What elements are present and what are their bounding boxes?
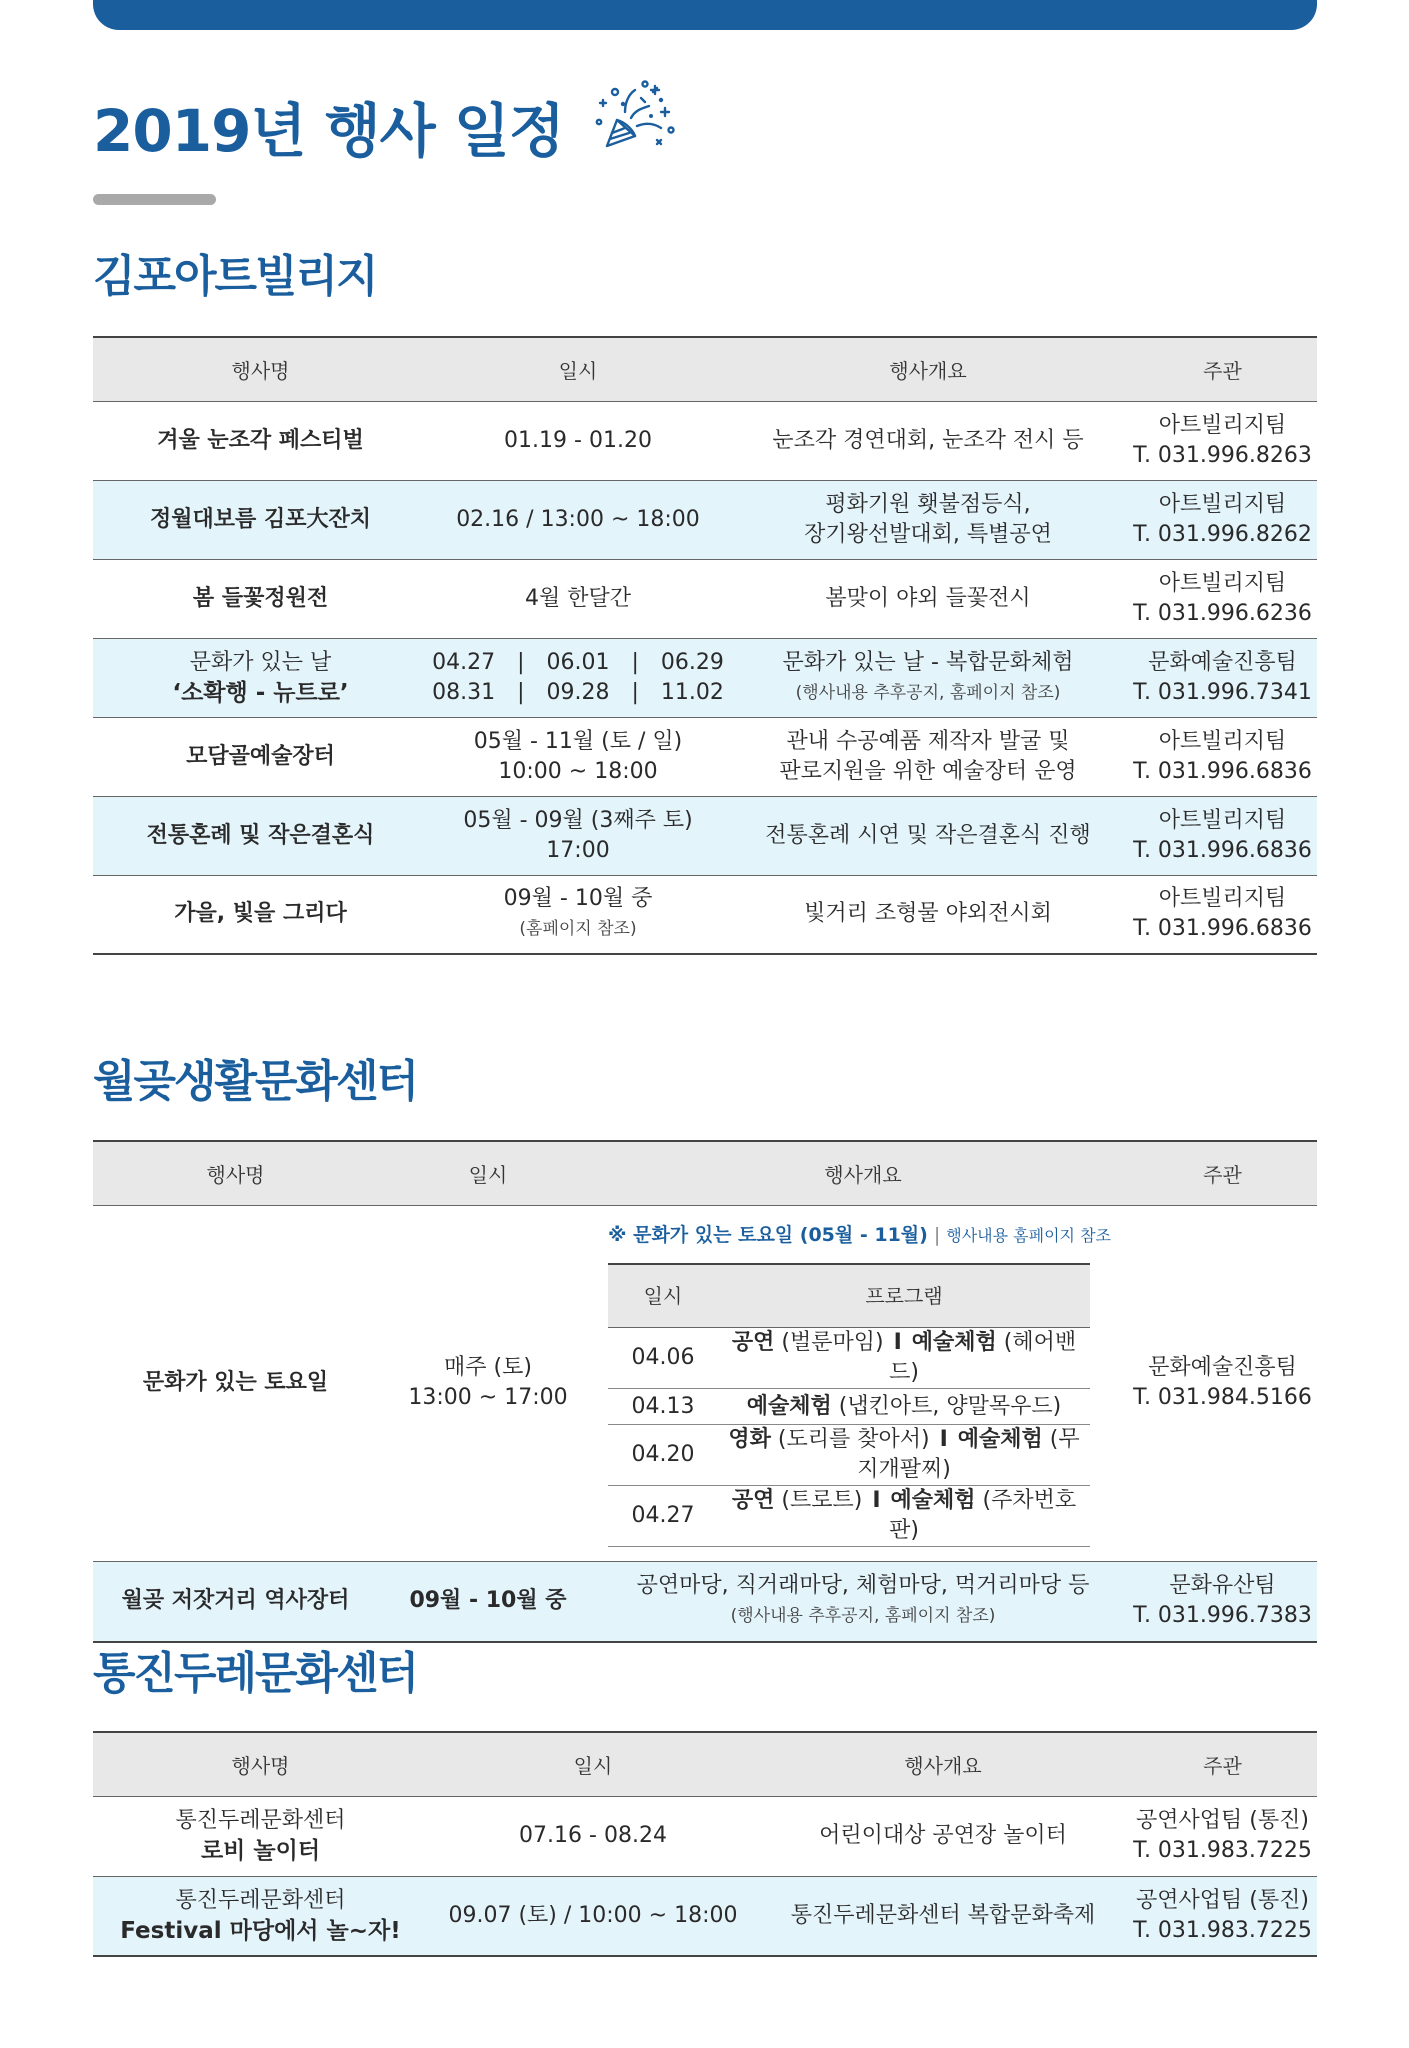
event-organizer <box>1128 796 1317 875</box>
event-name-main: ‘소확행 - 뉴트로’ <box>172 679 349 706</box>
date-line: 05월 - 09월 (3째주 토) <box>463 807 693 833</box>
table-row <box>93 1876 1317 1956</box>
organizer-phone: T. 031.996.8262 <box>1133 521 1312 547</box>
summary-line: 장기왕선발대회, 특별공연 <box>804 521 1052 547</box>
event-summary <box>728 717 1128 796</box>
organizer-team: 문화예술진흥팀 <box>1148 1355 1297 1381</box>
program-label: 예술체험 <box>957 1427 1043 1452</box>
table-row <box>93 1205 1317 1562</box>
table-row <box>93 796 1317 875</box>
event-name: 정월대보름 김포大잔치 <box>93 480 428 559</box>
program-detail-text: (벌룬마임) <box>781 1330 884 1355</box>
program-detail-text: (냅킨아트, 양말목우드) <box>838 1393 1062 1419</box>
date-item: 09.28 <box>546 679 610 705</box>
program-label: 예술체험 <box>911 1330 997 1355</box>
col-header-event: 행사명 <box>93 1141 378 1205</box>
organizer-phone: T. 031.996.6836 <box>1133 916 1312 942</box>
organizer-team: 아트빌리지팀 <box>1158 807 1287 833</box>
organizer-phone: T. 031.996.6236 <box>1133 600 1312 626</box>
col-header-organizer: 주관 <box>1128 1141 1317 1205</box>
col-header-date: 일시 <box>378 1141 598 1205</box>
summary-note: (행사내용 추후공지, 홈페이지 참조) <box>730 1606 996 1627</box>
summary-note: (행사내용 추후공지, 홈페이지 참조) <box>795 682 1061 703</box>
program-date: 04.06 <box>608 1328 718 1389</box>
table-row <box>93 1562 1317 1642</box>
date-line: 17:00 <box>546 837 610 863</box>
event-name: 전통혼례 및 작은결혼식 <box>93 796 428 875</box>
program-detail: 공연 (트로트) I 예술체험 (주차번호판) <box>718 1486 1090 1547</box>
date-line: 매주 (토) <box>444 1355 532 1381</box>
page-title: 2019년 행사 일정 <box>93 97 564 165</box>
program-label: 공연 <box>731 1488 775 1513</box>
event-name: 겨울 눈조각 페스티벌 <box>93 401 428 480</box>
gimpo-art-village-table <box>93 336 1317 955</box>
event-summary <box>728 638 1128 717</box>
organizer-phone: T. 031.984.5166 <box>1133 1385 1312 1411</box>
program-header-row <box>608 1264 1090 1328</box>
program-row <box>608 1425 1090 1486</box>
program-detail-text: (도리를 찾아서) <box>777 1427 930 1452</box>
event-organizer <box>1128 1205 1317 1562</box>
event-summary: 빛거리 조형물 야외전시회 <box>728 875 1128 954</box>
date-item: 04.27 <box>432 649 496 675</box>
event-date: 4월 한달간 <box>428 559 728 638</box>
event-date: 07.16 - 08.24 <box>428 1796 758 1876</box>
section-title-gimpo-art-village: 김포아트빌리지 <box>93 251 377 302</box>
col-header-summary: 행사개요 <box>758 1732 1128 1796</box>
col-header-event: 행사명 <box>93 1732 428 1796</box>
organizer-team: 공연사업팀 (통진) <box>1136 1808 1309 1833</box>
event-summary <box>598 1562 1128 1642</box>
organizer-team: 아트빌리지팀 <box>1158 728 1287 754</box>
program-label: 예술체험 <box>746 1393 832 1419</box>
program-label: 영화 <box>728 1427 771 1452</box>
event-date: 09.07 (토) / 10:00 ~ 18:00 <box>428 1876 758 1956</box>
table-header-row <box>93 1732 1317 1796</box>
event-organizer <box>1128 1876 1317 1956</box>
table-row <box>93 480 1317 559</box>
date-note: (홈페이지 참조) <box>519 919 637 940</box>
event-summary: 어린이대상 공연장 놀이터 <box>758 1796 1128 1876</box>
table-header-row <box>93 1141 1317 1205</box>
event-date: 01.19 - 01.20 <box>428 401 728 480</box>
event-date <box>428 638 728 717</box>
event-name-sub: 통진두레문화센터 <box>175 1808 346 1833</box>
organizer-team: 아트빌리지팀 <box>1158 570 1287 596</box>
event-name <box>93 1796 428 1876</box>
summary-line: 문화가 있는 날 - 복합문화체험 <box>782 649 1074 675</box>
section-title-tongjin-dure-culture-center: 통진두레문화센터 <box>93 1648 418 1699</box>
organizer-phone: T. 031.996.6836 <box>1133 758 1312 784</box>
event-organizer <box>1128 638 1317 717</box>
caption-separator: | <box>933 1223 941 1246</box>
organizer-phone: T. 031.996.6836 <box>1133 837 1312 863</box>
event-summary: 봄맞이 야외 들꽃전시 <box>728 559 1128 638</box>
event-organizer <box>1128 875 1317 954</box>
event-summary: 전통혼례 시연 및 작은결혼식 진행 <box>728 796 1128 875</box>
program-row <box>608 1389 1090 1425</box>
event-name-sub: 문화가 있는 날 <box>189 649 332 675</box>
table-row <box>93 401 1317 480</box>
organizer-phone: T. 031.996.7341 <box>1133 679 1312 705</box>
program-date: 04.27 <box>608 1486 718 1547</box>
col-header-date: 일시 <box>428 1732 758 1796</box>
col-header-event: 행사명 <box>93 337 428 401</box>
organizer-phone: T. 031.996.7383 <box>1133 1603 1312 1629</box>
organizer-team: 아트빌리지팀 <box>1158 491 1287 517</box>
event-name <box>93 638 428 717</box>
event-name-main: Festival 마당에서 놀~자! <box>120 1917 401 1944</box>
program-date: 04.20 <box>608 1425 718 1486</box>
tongjin-dure-culture-center-table <box>93 1731 1317 1957</box>
organizer-phone: T. 031.983.7225 <box>1133 1838 1312 1863</box>
program-caption <box>608 1220 1128 1251</box>
program-date: 04.13 <box>608 1389 718 1425</box>
title-underline <box>93 194 216 205</box>
event-summary: 눈조각 경연대회, 눈조각 전시 등 <box>728 401 1128 480</box>
event-summary <box>728 480 1128 559</box>
date-item: 06.29 <box>660 649 724 675</box>
program-detail <box>718 1389 1090 1425</box>
event-name: 가을, 빛을 그리다 <box>93 875 428 954</box>
event-date <box>428 717 728 796</box>
event-name-main: 로비 놀이터 <box>200 1838 321 1864</box>
event-summary: 통진두레문화센터 복합문화축제 <box>758 1876 1128 1956</box>
event-date <box>428 875 728 954</box>
col-header-summary: 행사개요 <box>728 337 1128 401</box>
event-organizer <box>1128 717 1317 796</box>
wolgot-culture-center-table <box>93 1140 1317 1643</box>
table-row <box>93 875 1317 954</box>
organizer-team: 아트빌리지팀 <box>1158 886 1287 912</box>
organizer-phone: T. 031.983.7225 <box>1133 1917 1312 1943</box>
col-header-organizer: 주관 <box>1128 1732 1317 1796</box>
col-header-date: 일시 <box>428 337 728 401</box>
organizer-team: 문화유산팀 <box>1169 1573 1276 1599</box>
date-line: 13:00 ~ 17:00 <box>408 1385 568 1411</box>
col-header-organizer: 주관 <box>1128 337 1317 401</box>
event-name <box>93 1876 428 1956</box>
date-item: 06.01 <box>546 649 610 675</box>
table-header-row <box>93 337 1317 401</box>
table-row <box>93 717 1317 796</box>
date-line: 09월 - 10월 중 <box>503 886 653 912</box>
event-organizer <box>1128 480 1317 559</box>
program-detail-text: (헤어밴드) <box>889 1330 1077 1385</box>
caption-sub: 행사내용 홈페이지 참조 <box>946 1225 1111 1245</box>
event-date: 02.16 / 13:00 ~ 18:00 <box>428 480 728 559</box>
organizer-phone: T. 031.996.8263 <box>1133 442 1312 468</box>
section-title-wolgot-culture-center: 월곶생활문화센터 <box>93 1056 418 1107</box>
summary-line: 판로지원을 위한 예술장터 운영 <box>779 758 1077 784</box>
table-row <box>93 1796 1317 1876</box>
table-row <box>93 559 1317 638</box>
event-name: 월곶 저잣거리 역사장터 <box>93 1562 378 1642</box>
date-item: 08.31 <box>432 679 496 705</box>
event-organizer <box>1128 401 1317 480</box>
summary-line: 관내 수공예품 제작자 발굴 및 <box>786 728 1070 754</box>
program-col-date: 일시 <box>608 1264 718 1328</box>
event-organizer <box>1128 1796 1317 1876</box>
event-date: 09월 - 10월 중 <box>378 1562 598 1642</box>
program-label: 예술체험 <box>890 1488 976 1513</box>
program-detail: 공연 (벌룬마임) I 예술체험 (헤어밴드) <box>718 1328 1090 1389</box>
date-item: 11.02 <box>660 679 724 705</box>
program-row <box>608 1486 1090 1547</box>
event-date <box>378 1205 598 1562</box>
event-organizer <box>1128 559 1317 638</box>
event-organizer <box>1128 1562 1317 1642</box>
program-detail-text: (무지개팔찌) <box>857 1427 1080 1482</box>
caption-main: ※ 문화가 있는 토요일 (05월 - 11월) <box>608 1223 928 1246</box>
event-name: 문화가 있는 토요일 <box>93 1205 378 1562</box>
program-label: 공연 <box>731 1330 775 1355</box>
organizer-team: 문화예술진흥팀 <box>1148 649 1297 675</box>
summary-line: 공연마당, 직거래마당, 체험마당, 먹거리마당 등 <box>636 1573 1090 1599</box>
program-detail-text: (트로트) <box>781 1488 863 1513</box>
top-banner-bar <box>93 0 1317 30</box>
table-row <box>93 638 1317 717</box>
program-col-program: 프로그램 <box>718 1264 1090 1328</box>
organizer-team: 공연사업팀 (통진) <box>1136 1887 1309 1913</box>
date-line: 08.31 | 09.28 | 11.02 <box>432 679 724 705</box>
organizer-team: 아트빌리지팀 <box>1158 412 1287 438</box>
col-header-summary: 행사개요 <box>598 1141 1128 1205</box>
program-detail: 영화 (도리를 찾아서) I 예술체험 (무지개팔찌) <box>718 1425 1090 1486</box>
event-name: 봄 들꽃정원전 <box>93 559 428 638</box>
party-popper-icon <box>595 78 681 156</box>
event-summary <box>598 1205 1128 1562</box>
event-name: 모담골예술장터 <box>93 717 428 796</box>
date-line: 05월 - 11월 (토 / 일) <box>473 728 683 754</box>
program-row <box>608 1328 1090 1389</box>
date-line: 10:00 ~ 18:00 <box>498 758 658 784</box>
program-table <box>608 1263 1090 1548</box>
event-date <box>428 796 728 875</box>
event-name-sub: 통진두레문화센터 <box>175 1887 346 1913</box>
program-detail-text: (주차번호판) <box>889 1488 1077 1543</box>
date-line: 04.27 | 06.01 | 06.29 <box>432 649 724 675</box>
summary-line: 평화기원 횃불점등식, <box>825 491 1031 517</box>
